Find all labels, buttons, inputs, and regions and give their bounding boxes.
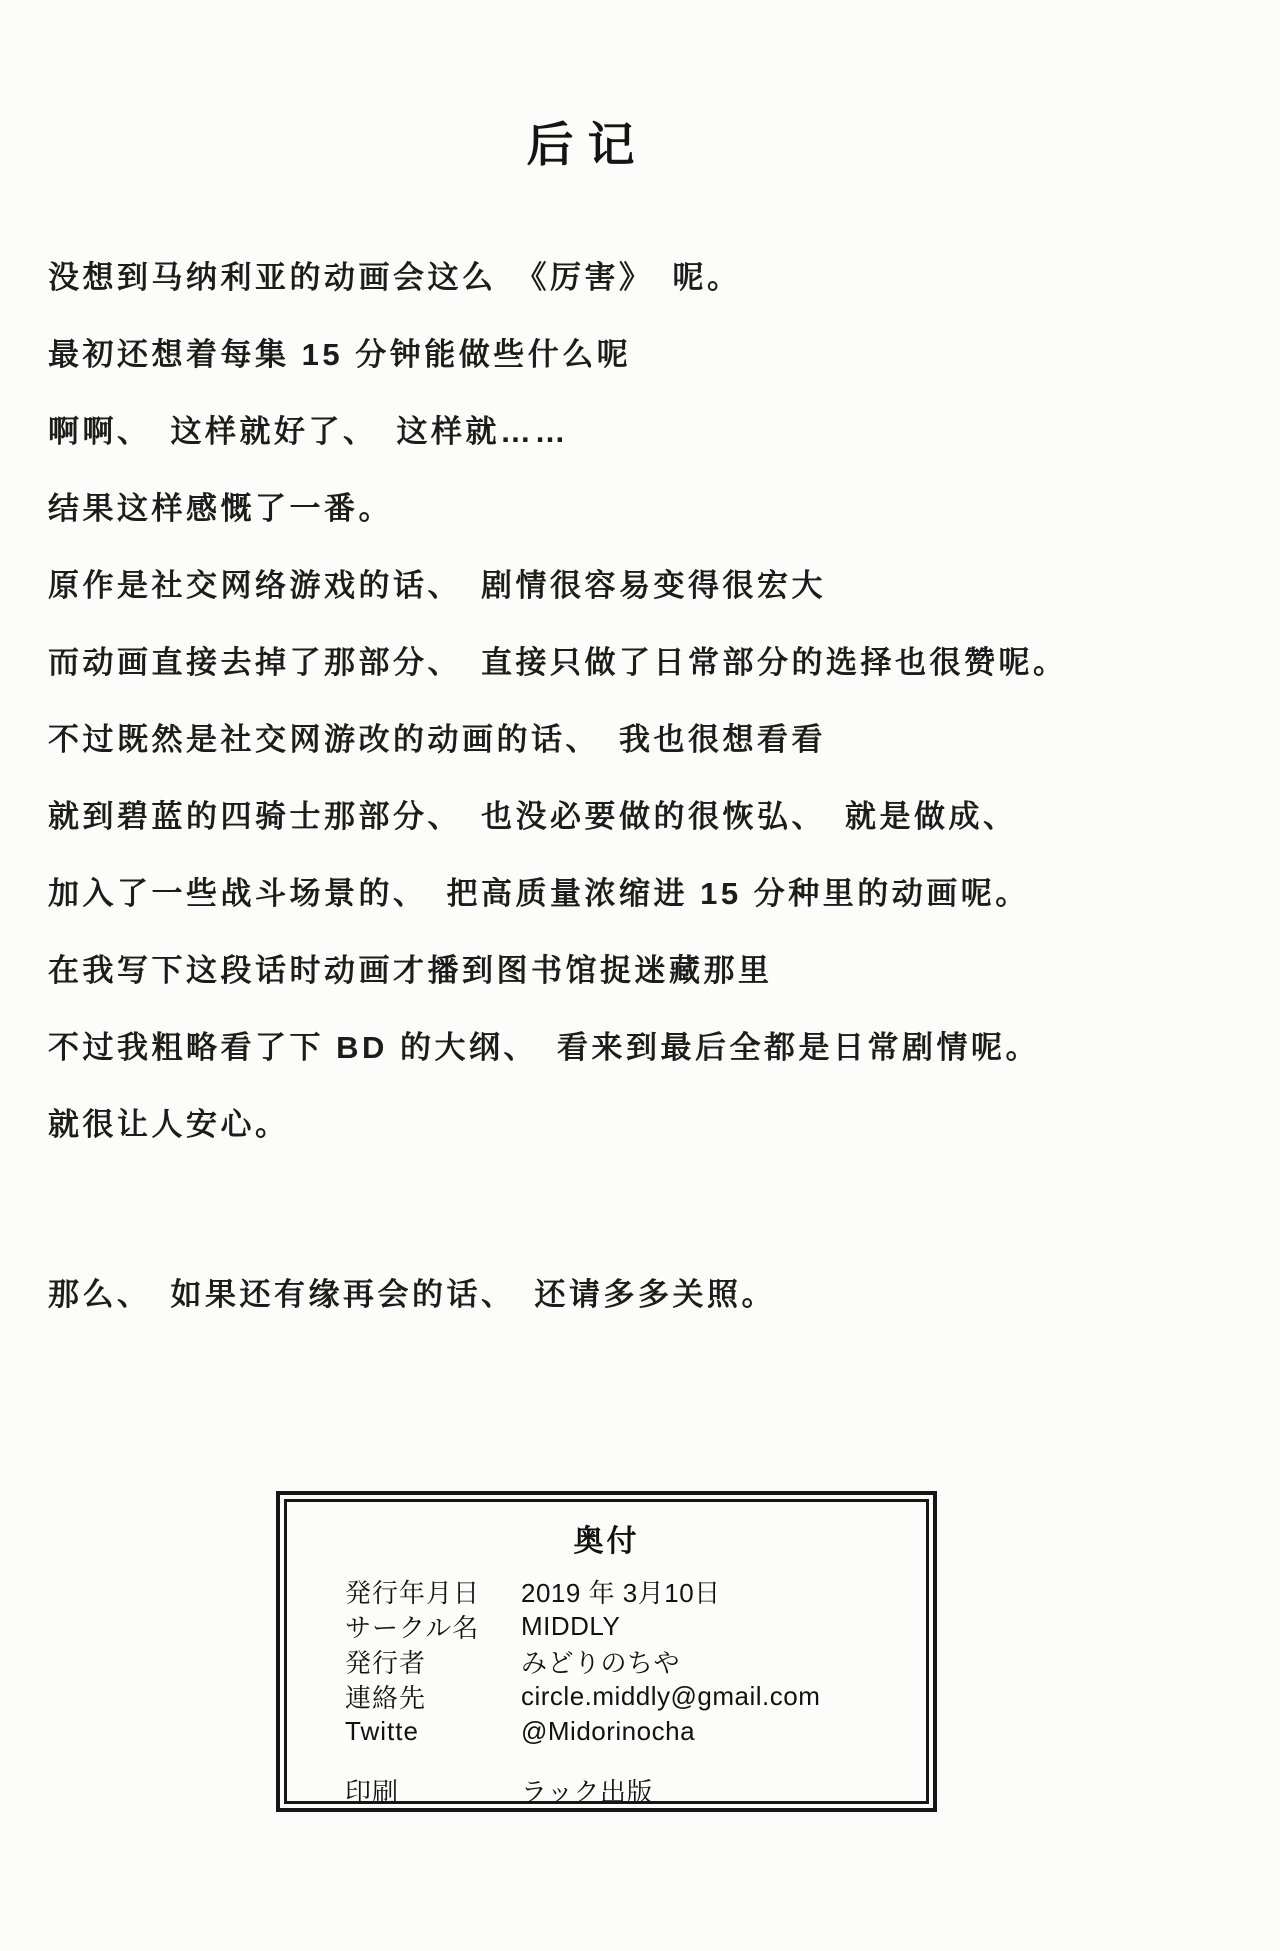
afterword-line: 而动画直接去掉了那部分、 直接只做了日常部分的选择也很赞呢。	[48, 645, 1068, 680]
afterword-line: 不过既然是社交网游改的动画的话、 我也很想看看	[48, 722, 826, 757]
colophon-row-printer	[287, 1773, 926, 1808]
afterword-line: 在我写下这段话时动画才播到图书馆捉迷藏那里	[48, 953, 773, 988]
colophon-inner-border	[284, 1499, 929, 1807]
afterword-line: 就很让人安心。	[48, 1107, 290, 1142]
afterword-line: 加入了一些战斗场景的、 把高质量浓缩进 15 分种里的动画呢。	[48, 876, 1030, 911]
afterword-closing-line: 那么、 如果还有缘再会的话、 还请多多关照。	[48, 1277, 776, 1312]
colophon-value: みどりのちや	[521, 1648, 681, 1678]
afterword-line: 就到碧蓝的四骑士那部分、 也没必要做的很恢弘、 就是做成、	[48, 799, 1018, 834]
colophon-row-contact	[287, 1679, 926, 1714]
colophon-box	[276, 1491, 937, 1812]
colophon-label: 印刷	[345, 1777, 400, 1807]
colophon-value: 2019 年 3月10日	[521, 1578, 721, 1608]
colophon-title: 奥付	[573, 1525, 640, 1558]
colophon-label: サークル名	[345, 1613, 480, 1643]
afterword-line: 原作是社交网络游戏的话、 剧情很容易变得很宏大	[48, 568, 826, 603]
afterword-line: 没想到马纳利亚的动画会这么 《厉害》 呢。	[48, 260, 742, 295]
colophon-row-publisher	[287, 1644, 926, 1679]
colophon-value: MIDDLY	[521, 1611, 621, 1641]
page-title: 后记	[526, 118, 649, 171]
colophon-label: 発行年月日	[345, 1578, 481, 1608]
colophon-label: 発行者	[345, 1648, 427, 1678]
afterword-line: 最初还想着每集 15 分钟能做些什么呢	[48, 337, 632, 372]
afterword-line: 啊啊、 这样就好了、 这样就……	[48, 414, 569, 449]
colophon-row-circle-name	[287, 1609, 926, 1644]
afterword-line: 结果这样感慨了一番。	[48, 491, 393, 526]
colophon-row-publish-date	[287, 1574, 926, 1609]
afterword-line: 不过我粗略看了下 BD 的大纲、 看来到最后全都是日常剧情呢。	[48, 1030, 1040, 1065]
afterword-body	[48, 236, 1250, 1330]
colophon-rows	[287, 1574, 926, 1808]
colophon-value: @Midorinocha	[521, 1716, 696, 1746]
colophon-label: 連絡先	[345, 1683, 427, 1713]
colophon-value: circle.middly@gmail.com	[521, 1681, 821, 1711]
colophon-value: ラック出版	[521, 1777, 653, 1807]
colophon-row-twitter	[287, 1714, 926, 1749]
colophon-label: Twitte	[345, 1716, 419, 1746]
